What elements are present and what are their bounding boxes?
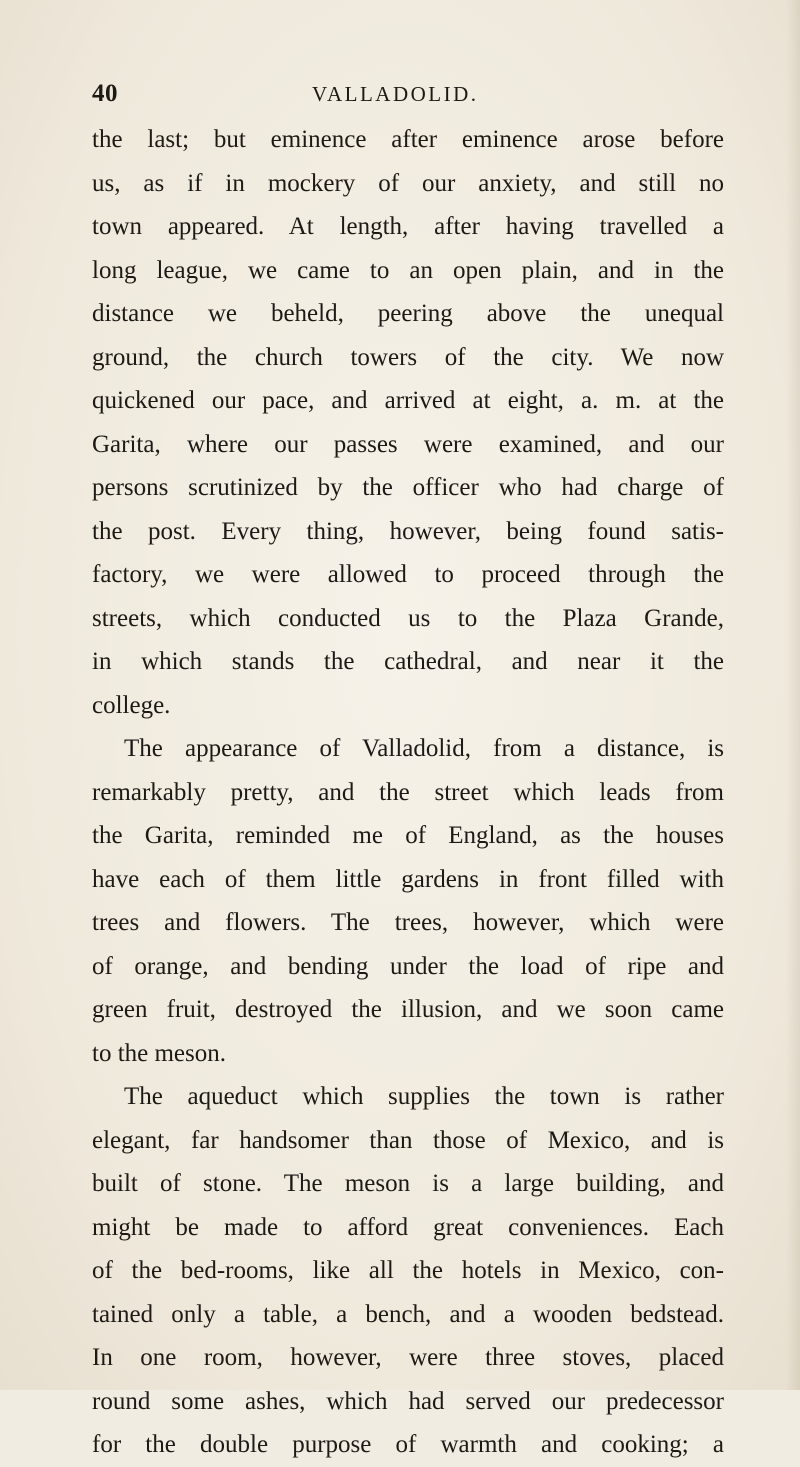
text-line: built of stone. The meson is a large building, and [92, 1170, 724, 1197]
text-line: to the meson. [92, 1039, 227, 1067]
text-line: The appearance of Valladolid, from a distance, is [124, 735, 724, 762]
text-line: the post. Every thing, however, being found satis- [92, 517, 724, 545]
text-line: streets, which conducted us to the Plaza Grande, [92, 604, 724, 632]
text-line: in which stands the cathedral, and near it the [92, 648, 724, 675]
text-line: town appeared. At length, after having travelled a [92, 213, 724, 240]
text-line: In one room, however, were three stoves, placed [92, 1344, 724, 1371]
text-line: remarkably pretty, and the street which leads from [92, 778, 724, 806]
text-line: distance we beheld, peering above the unequal [92, 300, 724, 327]
text-line: us, as if in mockery of our anxiety, and still no [92, 169, 724, 197]
text-line: of the bed-rooms, like all the hotels in Mexico, con- [92, 1257, 724, 1284]
body-text [92, 118, 724, 1467]
text-line: factory, we were allowed to proceed through the [92, 561, 724, 588]
text-line: might be made to afford great conveniences. Each [92, 1213, 724, 1241]
text-line: the last; but eminence after eminence arose before [92, 126, 724, 153]
text-line: ground, the church towers of the city. We now [92, 343, 724, 371]
text-line: round some ashes, which had served our predecessor [92, 1387, 724, 1415]
text-line: green fruit, destroyed the illusion, and we soon came [92, 996, 724, 1023]
text-line: tained only a table, a bench, and a wooden bedstead. [92, 1300, 724, 1328]
text-line: elegant, far handsomer than those of Mexico, and is [92, 1126, 724, 1154]
text-line: quickened our pace, and arrived at eight, a. m. at the [92, 387, 724, 414]
text-line: The aqueduct which supplies the town is rather [124, 1083, 724, 1110]
text-line: persons scrutinized by the officer who had charge of [92, 474, 724, 501]
text-line: the Garita, reminded me of England, as the houses [92, 822, 724, 849]
text-line: for the double purpose of warmth and cooking; a [92, 1431, 724, 1458]
page-edge-shadow [786, 0, 800, 1390]
text-line: of orange, and bending under the load of ripe and [92, 952, 724, 980]
page-number: 40 [92, 80, 118, 107]
text-line: trees and flowers. The trees, however, which were [92, 909, 724, 936]
text-line: college. [92, 691, 171, 719]
running-title: VALLADOLID. [312, 82, 479, 106]
text-line: Garita, where our passes were examined, and our [92, 430, 724, 458]
text-line: have each of them little gardens in front filled with [92, 865, 724, 893]
text-line: long league, we came to an open plain, and in the [92, 256, 724, 284]
running-head [92, 80, 732, 110]
